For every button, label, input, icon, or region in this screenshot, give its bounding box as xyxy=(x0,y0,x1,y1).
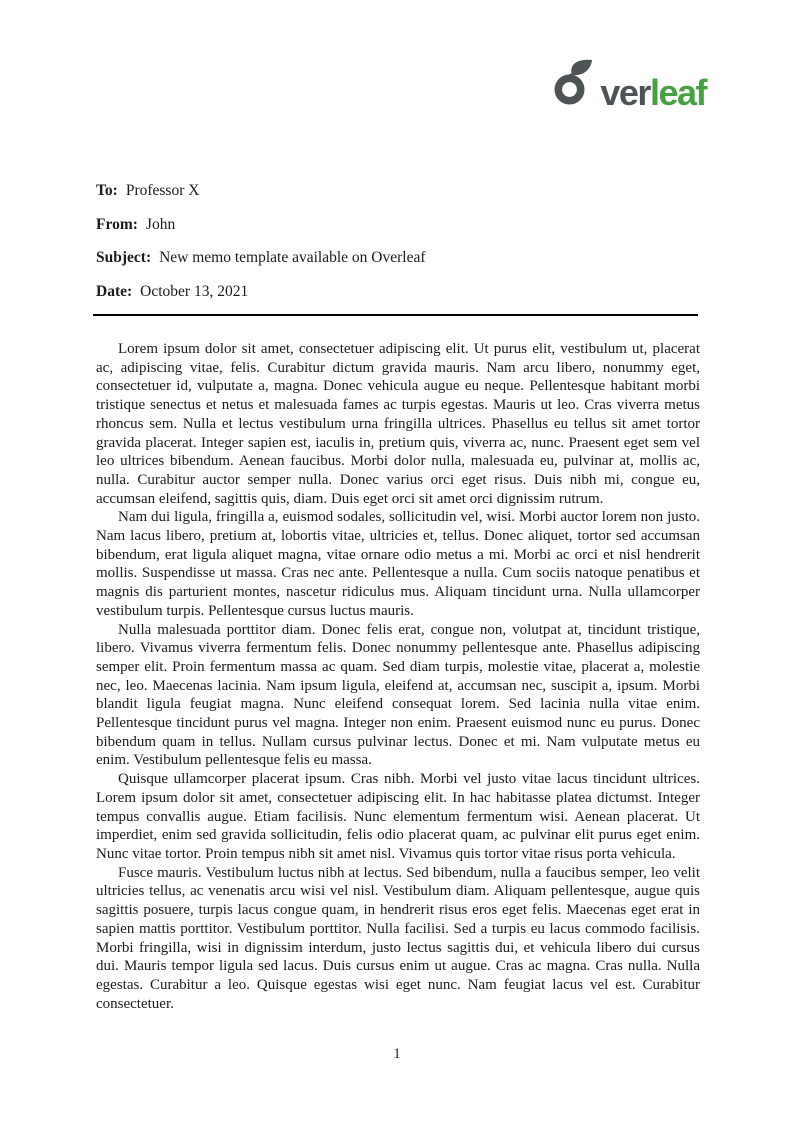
wordmark-over: ver xyxy=(600,72,650,113)
memo-field-label: From: xyxy=(96,215,138,233)
memo-field-label: To: xyxy=(96,182,118,199)
memo-field-value: October 13, 2021 xyxy=(140,282,249,300)
page-number: 1 xyxy=(393,1046,401,1062)
memo-field-value: Professor X xyxy=(125,182,200,199)
body-paragraph: Lorem ipsum dolor sit amet, consectetuer adipiscing elit. Ut purus elit, vestibulum ut, placerat ac, adipiscing vitae, felis. Curabitur dictum gravida mauris. Nam arcu libero, nonummy eget, consectetuer id, vulputate a, magna. Donec vehicula augue eu neque. Pellentesque habitant morbi tristique senectus et netus et malesuada fames ac turpis egestas. Mauris ut leo. Cras viverra metus rhoncus sem. Nulla et lectus vestibulum urna fringilla ultrices. Phasellus eu tellus sit amet tortor gravida placerat. Integer sapien est, iaculis in, pretium quis, viverra ac, nunc. Praesent eget sem vel leo ultrices bibendum. Aenean faucibus. Morbi dolor nulla, malesuada eu, pulvinar at, mollis ac, nulla. Curabitur auctor semper nulla. Donec varius orci eget risus. Duis nibh mi, congue eu, accumsan eleifend, sagittis quis, diam. Duis eget orci sit amet orci dignissim rutrum. xyxy=(96,341,700,507)
memo-body xyxy=(96,340,700,1013)
memo-field-date xyxy=(96,282,700,301)
overleaf-wordmark xyxy=(600,72,706,113)
header-divider-rule xyxy=(93,314,698,316)
wordmark-leaf: leaf xyxy=(649,72,706,113)
memo-field-label: Subject: xyxy=(96,249,152,266)
body-paragraph: Nulla malesuada porttitor diam. Donec felis erat, congue non, volutpat at, tincidunt tristique, libero. Vivamus viverra fermentum felis. Donec nonummy pellentesque ante. Phasellus adipiscing semper elit. Proin fermentum massa ac quam. Sed diam turpis, molestie vitae, placerat a, molestie nec, leo. Maecenas lacinia. Nam ipsum ligula, eleifend at, accumsan nec, suscipit a, ipsum. Morbi blandit ligula feugiat magna. Nunc eleifend consequat lorem. Sed lacinia nulla vitae enim. Pellentesque tincidunt purus vel magna. Integer non enim. Praesent euismod nunc eu purus. Donec bibendum quam in tellus. Nullam cursus pulvinar lectus. Donec et mi. Nam vulputate metus eu enim. Vestibulum pellentesque felis eu massa. xyxy=(96,621,700,769)
body-paragraph: Quisque ullamcorper placerat ipsum. Cras nibh. Morbi vel justo vitae lacus tincidunt ultrices. Lorem ipsum dolor sit amet, consectetuer adipiscing elit. In hac habitasse platea dictumst. Integer tempus convallis augue. Etiam facilisis. Nunc elementum fermentum wisi. Aenean placerat. Ut imperdiet, enim sed gravida sollicitudin, felis odio placerat quam, ac pulvinar elit purus eget enim. Nunc vitae tortor. Proin tempus nibh sit amet nisl. Vivamus quis tortor vitae risus porta vehicula. xyxy=(96,771,700,862)
overleaf-logo xyxy=(553,58,706,111)
memo-field-subject xyxy=(96,248,700,267)
body-paragraph: Nam dui ligula, fringilla a, euismod sodales, sollicitudin vel, wisi. Morbi auctor lorem non justo. Nam lacus libero, pretium at, lobortis vitae, ultricies et, tellus. Donec aliquet, tortor sed accumsan bibendum, erat ligula aliquet magna, vitae ornare odio metus a mi. Morbi ac orci et nisl hendrerit mollis. Suspendisse ut massa. Cras nec ante. Pellentesque a nulla. Cum sociis natoque penatibus et magnis dis parturient montes, nascetur ridiculus mus. Aliquam tincidunt urna. Nulla ullamcorper vestibulum turpis. Pellentesque cursus luctus mauris. xyxy=(96,509,700,619)
memo-header xyxy=(96,181,700,315)
memo-field-from xyxy=(96,215,700,234)
memo-field-label: Date: xyxy=(96,282,133,300)
memo-field-value: New memo template available on Overleaf xyxy=(159,249,426,266)
memo-field-to xyxy=(96,181,700,200)
body-paragraph: Fusce mauris. Vestibulum luctus nibh at lectus. Sed bibendum, nulla a faucibus semper, leo velit ultricies tellus, ac venenatis arcu wisi vel nisl. Vestibulum diam. Aliquam pellentesque, augue quis sagittis posuere, turpis lacus congue quam, in hendrerit risus eros eget felis. Maecenas eget erat in sapien mattis porttitor. Vestibulum porttitor. Nulla facilisi. Sed a turpis eu lacus commodo facilisis. Morbi fringilla, wisi in dignissim interdum, justo lectus sagittis dui, et vehicula libero dui cursus dui. Mauris tempor ligula sed lacus. Duis cursus enim ut augue. Cras ac magna. Cras nulla. Nulla egestas. Curabitur a leo. Quisque egestas wisi eget nunc. Nam feugiat lacus vel est. Curabitur consectetuer. xyxy=(96,864,700,1012)
memo-field-value: John xyxy=(145,215,176,233)
overleaf-o-leaf-icon xyxy=(553,58,598,105)
